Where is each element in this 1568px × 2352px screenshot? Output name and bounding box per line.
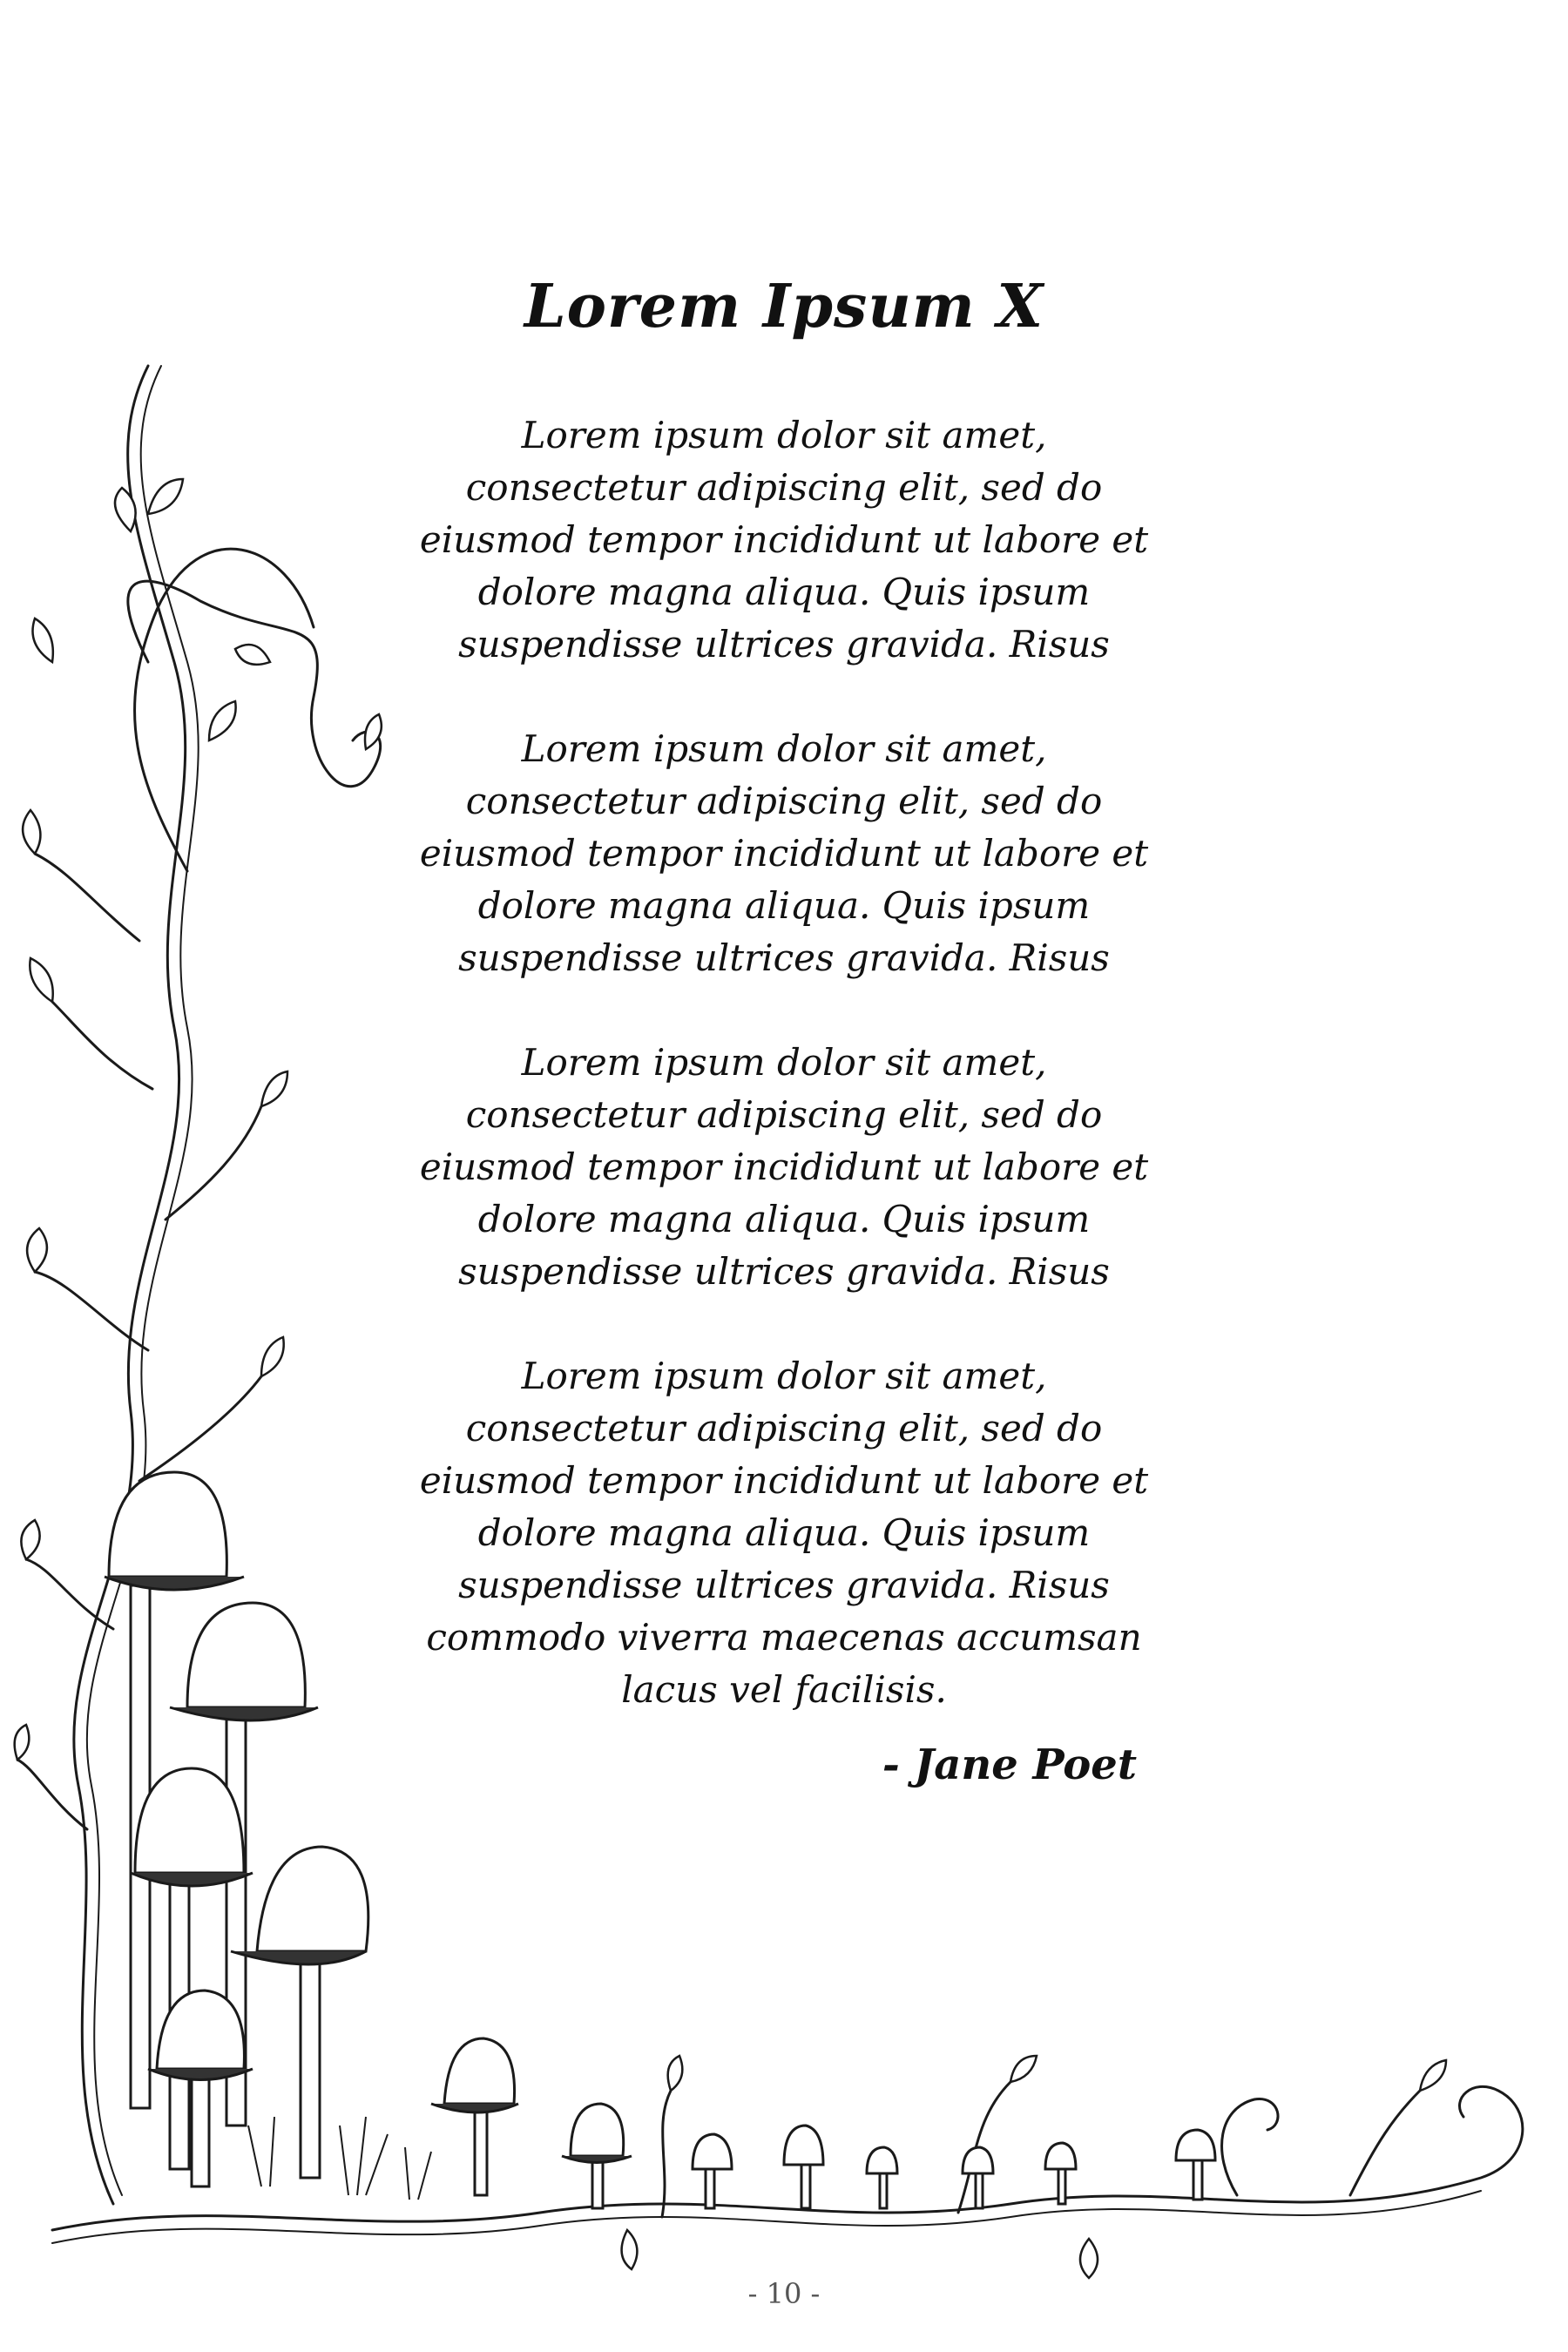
stanza xyxy=(375,1037,1193,1298)
poem-line: dolore magna aliqua. Quis ipsum xyxy=(477,884,1091,927)
poem-line: eiusmod tempor incididunt ut labore et xyxy=(419,1459,1149,1502)
poem-line: eiusmod tempor incididunt ut labore et xyxy=(419,1146,1149,1188)
poem-line: commodo viverra maecenas accumsan xyxy=(426,1616,1142,1659)
poem-line: eiusmod tempor incididunt ut labore et xyxy=(419,832,1149,875)
poem-line: consectetur adipiscing elit, sed do xyxy=(465,1093,1103,1136)
stanza xyxy=(375,409,1193,671)
poem-line: Lorem ipsum dolor sit amet, xyxy=(521,727,1047,770)
poem-title: Lorem Ipsum X xyxy=(524,272,1044,341)
poem-line: consectetur adipiscing elit, sed do xyxy=(465,1407,1103,1450)
stanza xyxy=(375,723,1193,984)
poem-line: dolore magna aliqua. Quis ipsum xyxy=(477,571,1091,613)
poem-line: lacus vel facilisis. xyxy=(621,1668,947,1711)
poem-line: eiusmod tempor incididunt ut labore et xyxy=(419,518,1149,561)
poem-line: Lorem ipsum dolor sit amet, xyxy=(521,1041,1047,1084)
poem-line: consectetur adipiscing elit, sed do xyxy=(465,466,1103,509)
poem-line: suspendisse ultrices gravida. Risus xyxy=(458,623,1110,666)
poem-line: dolore magna aliqua. Quis ipsum xyxy=(477,1511,1091,1554)
poem-line: suspendisse ultrices gravida. Risus xyxy=(458,936,1110,979)
poem-line: Lorem ipsum dolor sit amet, xyxy=(521,1355,1047,1397)
poem-body xyxy=(375,409,1193,1768)
poem-line: suspendisse ultrices gravida. Risus xyxy=(458,1250,1110,1293)
poem-line: Lorem ipsum dolor sit amet, xyxy=(521,414,1047,456)
poem-line: dolore magna aliqua. Quis ipsum xyxy=(477,1198,1091,1240)
page-number: - 10 - xyxy=(747,2277,821,2310)
poem-line: suspendisse ultrices gravida. Risus xyxy=(458,1564,1110,1606)
poem-line: consectetur adipiscing elit, sed do xyxy=(465,780,1103,822)
stanza xyxy=(375,1350,1193,1716)
poem-signature: - Jane Poet xyxy=(882,1740,1137,1789)
